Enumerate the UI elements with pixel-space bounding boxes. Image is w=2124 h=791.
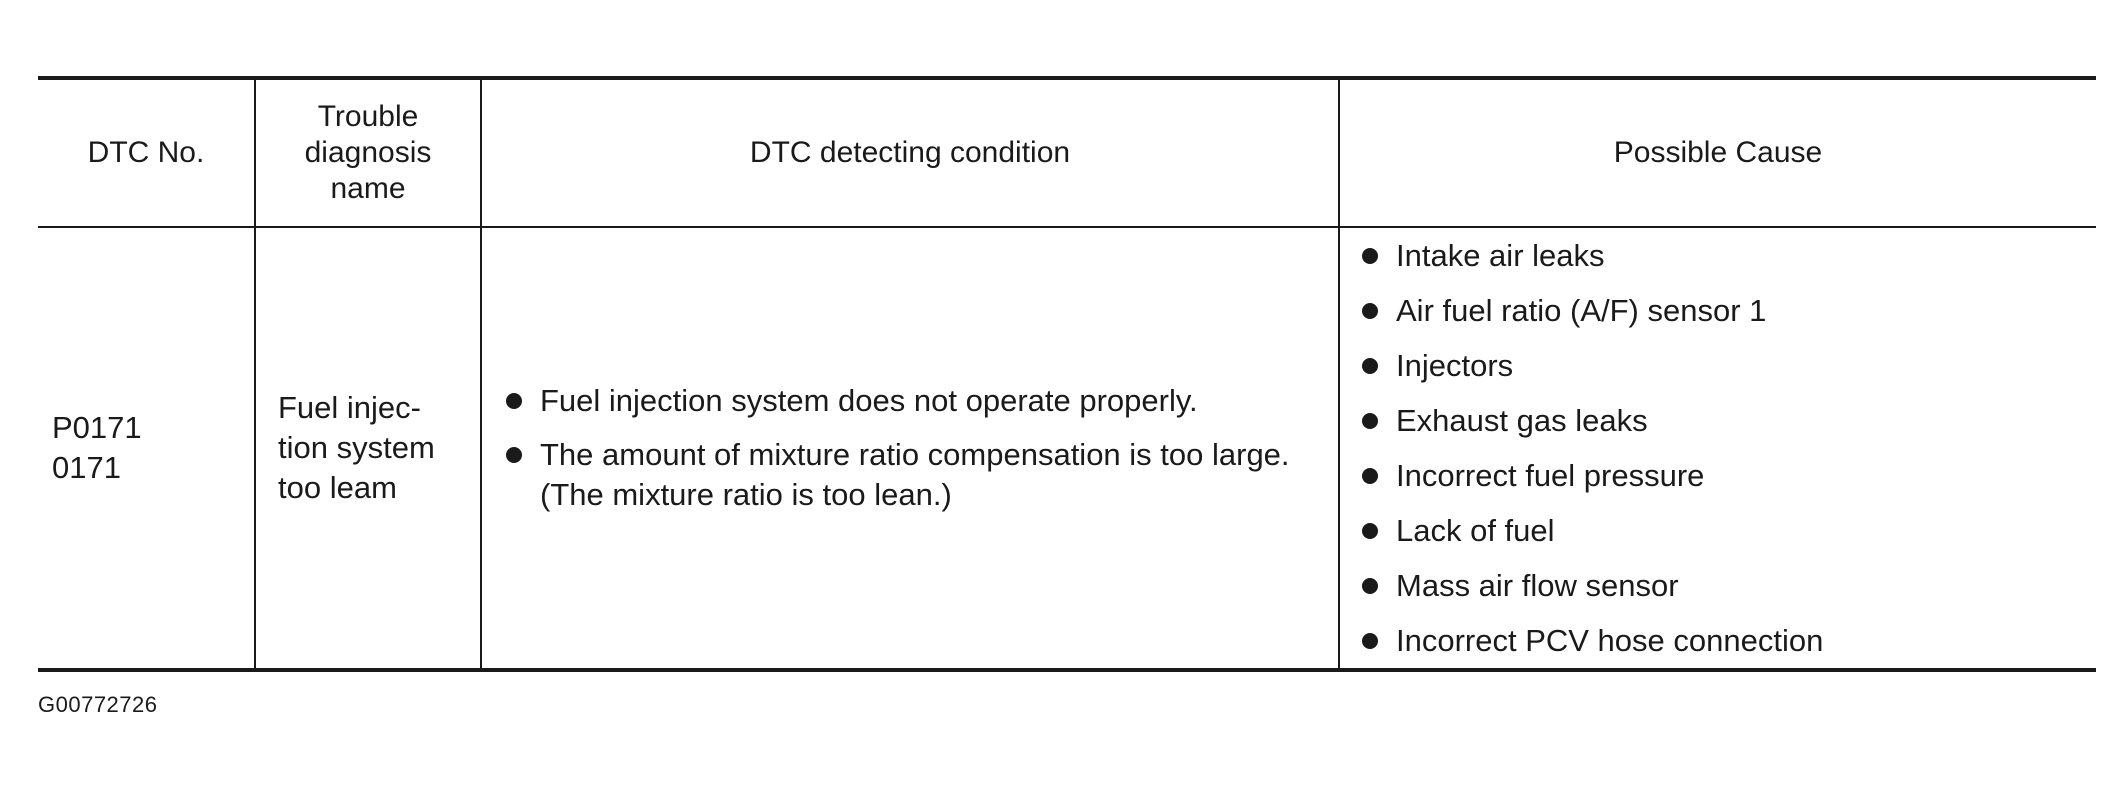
bullet-icon [1362, 248, 1378, 264]
dtc-code: 0171 [52, 450, 121, 485]
cause-item [1362, 393, 2096, 448]
cause-item [1362, 448, 2096, 503]
header-detecting-condition: DTC detecting condition [481, 78, 1339, 227]
trouble-name-line: tion system [278, 430, 435, 465]
cell-dtc-no [38, 227, 255, 670]
figure-id: G00772726 [38, 692, 158, 717]
header-row [38, 78, 2096, 227]
bullet-icon [1362, 468, 1378, 484]
bullet-icon [1362, 358, 1378, 374]
cause-list [1362, 228, 2096, 668]
bullet-icon [1362, 578, 1378, 594]
bullet-icon [506, 447, 522, 463]
header-trouble-line: diagnosis [304, 136, 432, 169]
cause-text: Lack of fuel [1396, 513, 1555, 548]
header-trouble-line: Trouble [317, 100, 419, 133]
table-row [38, 227, 2096, 670]
bullet-icon [1362, 303, 1378, 319]
condition-list [506, 381, 1318, 515]
cause-text: Incorrect fuel pressure [1396, 458, 1705, 493]
cause-text: Intake air leaks [1396, 238, 1605, 273]
bullet-icon [1362, 523, 1378, 539]
cause-text: Exhaust gas leaks [1396, 403, 1648, 438]
cell-trouble-name [255, 227, 481, 670]
cause-item [1362, 613, 2096, 668]
cause-item [1362, 283, 2096, 338]
table-body [38, 227, 2096, 670]
condition-text: The amount of mixture ratio compensation is too large. (The mixture ratio is too lean.) [540, 437, 1290, 512]
cause-text: Mass air flow sensor [1396, 568, 1679, 603]
cause-text: Incorrect PCV hose connection [1396, 623, 1824, 658]
header-trouble-line: name [330, 172, 406, 205]
bullet-icon [1362, 413, 1378, 429]
cause-item [1362, 503, 2096, 558]
condition-item [506, 381, 1318, 421]
trouble-name-line: too leam [278, 470, 397, 505]
cell-detecting-condition [481, 227, 1339, 670]
bullet-icon [1362, 633, 1378, 649]
trouble-name-line: Fuel injec- [278, 390, 421, 425]
cause-item [1362, 228, 2096, 283]
bullet-icon [506, 393, 522, 409]
cell-possible-cause [1339, 227, 2096, 670]
cause-item [1362, 558, 2096, 613]
condition-text: Fuel injection system does not operate properly. [540, 383, 1198, 418]
header-trouble-diagnosis-name [255, 78, 481, 227]
table-header [38, 78, 2096, 227]
cause-item [1362, 338, 2096, 393]
dtc-table [38, 76, 2096, 672]
header-dtc-no: DTC No. [38, 78, 255, 227]
dtc-code: P0171 [52, 410, 142, 445]
cause-text: Air fuel ratio (A/F) sensor 1 [1396, 293, 1767, 328]
header-possible-cause: Possible Cause [1339, 78, 2096, 227]
cause-text: Injectors [1396, 348, 1514, 383]
condition-item [506, 435, 1318, 515]
